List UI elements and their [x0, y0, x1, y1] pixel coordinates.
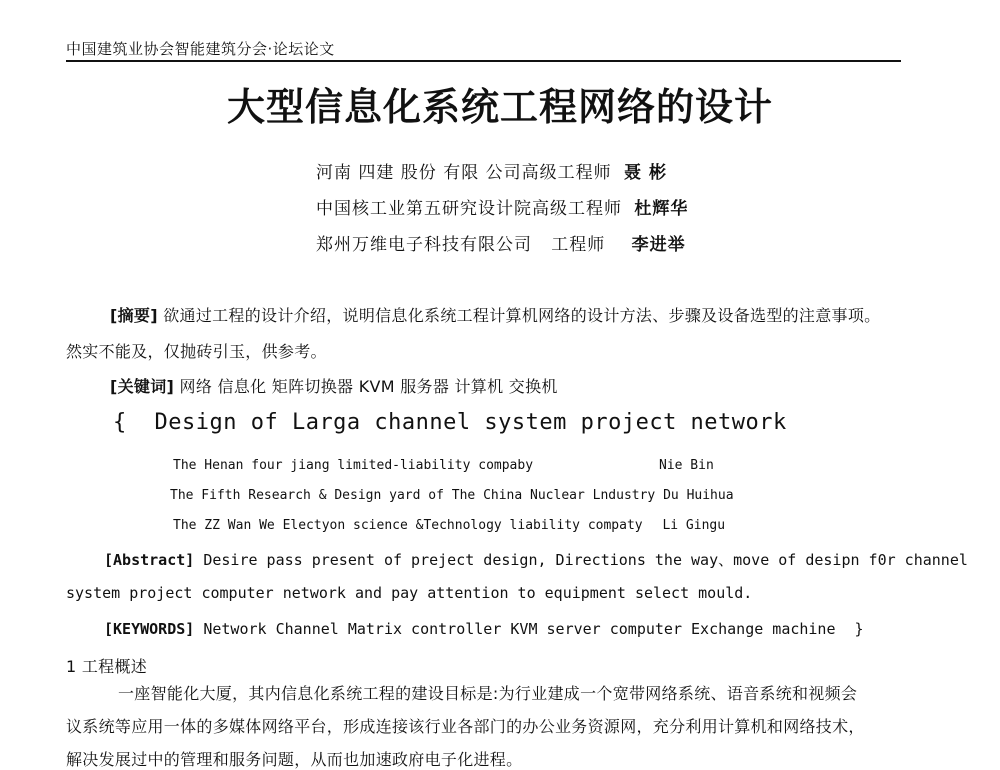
author-name: 李进举 — [631, 235, 686, 255]
paper-title: 大型信息化系统工程网络的设计 — [226, 85, 773, 129]
author-affiliation: 郑州万维电子科技有限公司 工程师 — [316, 235, 606, 255]
abstract-en-line-1 — [104, 549, 968, 570]
english-title-line — [113, 410, 787, 435]
author-cn-1 — [316, 158, 667, 183]
author-en-name: Nie Bin — [659, 458, 714, 473]
keywords-cn-text: 网络 信息化 矩阵切换器 KVM 服务器 计算机 交换机 — [179, 377, 558, 396]
english-title: Design of Larga channel system project network — [154, 410, 787, 435]
section-1-line-2: 议系统等应用一体的多媒体网络平台，形成连接该行业各部门的办公业务资源网，充分利用计算机和网络技术， — [66, 717, 865, 736]
header-rule — [66, 60, 901, 62]
brace-open: { — [113, 410, 127, 435]
abstract-cn-line-1 — [110, 303, 880, 326]
section-1-heading: 1 工程概述 — [66, 657, 148, 676]
brace-close: } — [854, 620, 864, 638]
section-1-line-3: 解决发展过中的管理和服务问题，从而也加速政府电子化进程。 — [66, 750, 523, 769]
author-en-name: Du Huihua — [663, 488, 734, 503]
author-en-name: Li Gingu — [662, 518, 726, 533]
author-affiliation: 河南 四建 股份 有限 公司高级工程师 — [316, 163, 612, 183]
author-name: 杜辉华 — [634, 199, 689, 219]
abstract-en-line-2: system project computer network and pay attention to equipment select mould. — [66, 584, 753, 602]
keywords-cn-label: [关键词] — [110, 377, 175, 396]
abstract-cn-text: 欲通过工程的设计介绍，说明信息化系统工程计算机网络的设计方法、步骤及设备选型的注意事项。 — [163, 306, 881, 325]
journal-header: 中国建筑业协会智能建筑分会·论坛论文 — [66, 40, 335, 58]
keywords-en-text: Network Channel Matrix controller KVM server computer Exchange machine — [203, 620, 836, 638]
author-en-affiliation: The Henan four jiang limited-liability compaby — [173, 458, 534, 473]
author-en-affiliation: The ZZ Wan We Electyon science &Technology liability compaty — [173, 518, 643, 533]
author-name: 聂 彬 — [624, 163, 667, 183]
abstract-cn-label: [摘要] — [110, 306, 158, 325]
author-cn-2 — [316, 194, 688, 219]
author-en-affiliation: The Fifth Research & Design yard of The China Nuclear Lndustry — [170, 488, 656, 503]
author-cn-3 — [316, 230, 686, 255]
author-en-3 — [173, 518, 725, 533]
author-affiliation: 中国核工业第五研究设计院高级工程师 — [316, 199, 622, 219]
abstract-cn-line-2: 然实不能及，仅抛砖引玉，供参考。 — [66, 342, 327, 361]
keywords-cn — [110, 374, 558, 397]
abstract-en-text: Desire pass present of preject design, Directions the way、move of desipn f0r channel — [203, 551, 968, 569]
author-en-1 — [173, 458, 714, 473]
keywords-en — [104, 620, 864, 638]
author-en-2 — [170, 488, 734, 503]
abstract-en-label: [Abstract] — [104, 551, 195, 569]
keywords-en-label: [KEYWORDS] — [104, 620, 195, 638]
section-1-line-1: 一座智能化大厦，其内信息化系统工程的建设目标是:为行业建成一个宽带网络系统、语音系统和视频会 — [118, 684, 858, 703]
